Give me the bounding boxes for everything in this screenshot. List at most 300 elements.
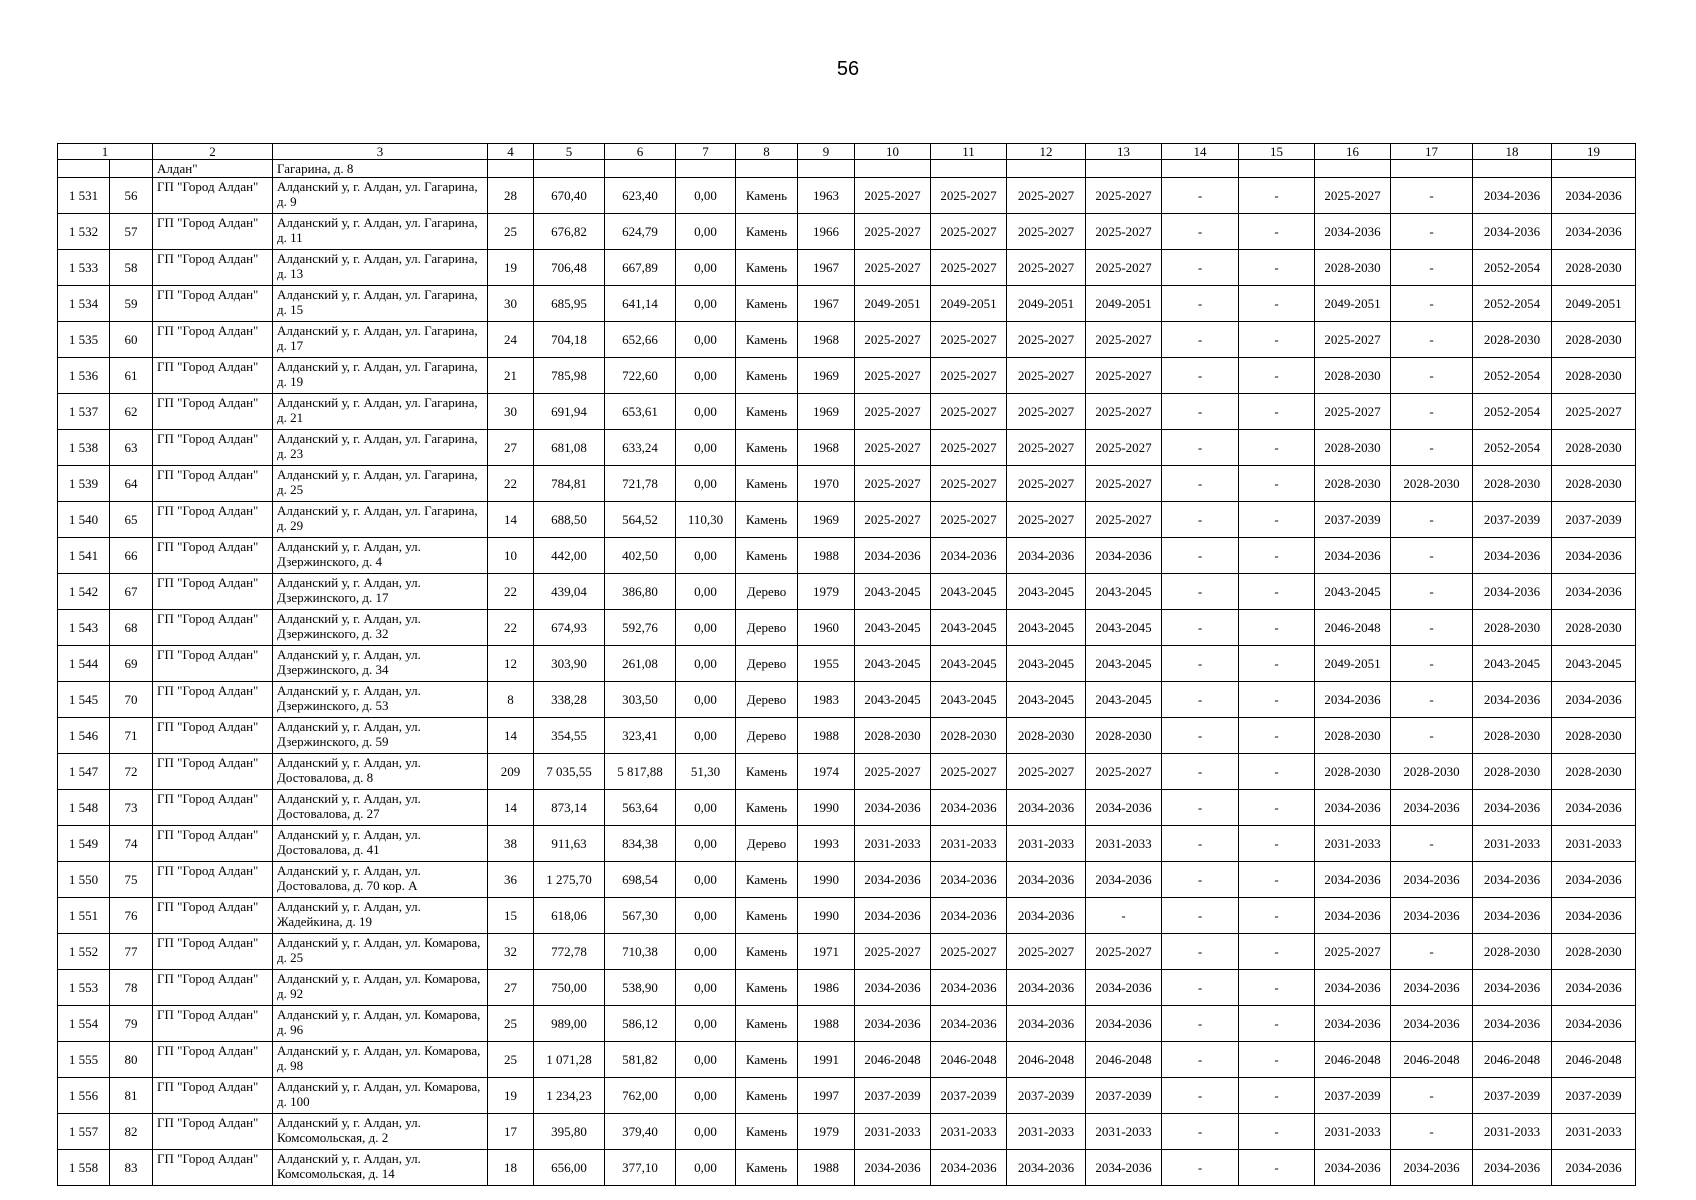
- table-cell: Камень: [736, 430, 798, 466]
- table-cell: -: [1391, 430, 1473, 466]
- row-number-cell: 1 552: [58, 934, 110, 970]
- table-cell: 2034-2036: [1552, 574, 1636, 610]
- sub-number-cell: 78: [110, 970, 153, 1006]
- table-cell: 2025-2027: [855, 466, 931, 502]
- table-cell: -: [1162, 502, 1239, 538]
- table-cell: 2031-2033: [855, 1114, 931, 1150]
- table-cell: 2034-2036: [1473, 538, 1552, 574]
- table-cell: 2046-2048: [1007, 1042, 1086, 1078]
- table-cell: 2034-2036: [931, 898, 1007, 934]
- table-cell: 0,00: [676, 682, 736, 718]
- table-cell: 2034-2036: [1086, 862, 1162, 898]
- table-cell: -: [1391, 286, 1473, 322]
- table-cell: 2025-2027: [1007, 322, 1086, 358]
- column-header: 7: [676, 144, 736, 160]
- table-cell: 2025-2027: [855, 754, 931, 790]
- table-cell: 2049-2051: [1315, 646, 1391, 682]
- table-cell: 706,48: [534, 250, 605, 286]
- table-cell: 2037-2039: [1315, 502, 1391, 538]
- org-cell: ГП "Город Алдан": [153, 466, 273, 502]
- table-cell: Камень: [736, 1006, 798, 1042]
- table-cell: Камень: [736, 862, 798, 898]
- table-cell: -: [1162, 430, 1239, 466]
- table-cell: -: [1162, 466, 1239, 502]
- table-cell: 2034-2036: [1086, 790, 1162, 826]
- table-cell: 1990: [798, 862, 855, 898]
- column-header: 6: [605, 144, 676, 160]
- table-cell: -: [1162, 286, 1239, 322]
- row-number-cell: 1 555: [58, 1042, 110, 1078]
- address-cell: Алданский у, г. Алдан, ул. Гагарина, д. 15: [273, 286, 488, 322]
- table-cell: 2037-2039: [1315, 1078, 1391, 1114]
- table-cell: -: [1162, 790, 1239, 826]
- table-cell: 704,18: [534, 322, 605, 358]
- table-cell: 688,50: [534, 502, 605, 538]
- table-cell: 1970: [798, 466, 855, 502]
- table-cell: 2049-2051: [1086, 286, 1162, 322]
- table-cell: 14: [488, 502, 534, 538]
- table-cell: -: [1239, 1042, 1315, 1078]
- table-cell: 2034-2036: [1552, 790, 1636, 826]
- table-cell: 2034-2036: [1473, 1006, 1552, 1042]
- address-cell: Алданский у, г. Алдан, ул. Достовалова, д. 27: [273, 790, 488, 826]
- row-number-cell: 1 542: [58, 574, 110, 610]
- table-cell: Дерево: [736, 826, 798, 862]
- table-cell: -: [1239, 682, 1315, 718]
- table-cell: 1974: [798, 754, 855, 790]
- sub-number-cell: 75: [110, 862, 153, 898]
- table-cell: Камень: [736, 1114, 798, 1150]
- table-cell: 2043-2045: [931, 682, 1007, 718]
- table-cell: -: [1391, 394, 1473, 430]
- table-cell: -: [1239, 1006, 1315, 1042]
- table-row: [58, 394, 1636, 430]
- table-cell: 2025-2027: [855, 178, 931, 214]
- table-cell: 1 275,70: [534, 862, 605, 898]
- table-cell: 1979: [798, 1114, 855, 1150]
- table-cell: 564,52: [605, 502, 676, 538]
- table-cell: 2034-2036: [1391, 1150, 1473, 1186]
- table-cell: 2034-2036: [1315, 970, 1391, 1006]
- table-cell: 19: [488, 1078, 534, 1114]
- address-cell: Алданский у, г. Алдан, ул. Гагарина, д. 29: [273, 502, 488, 538]
- org-cell: ГП "Город Алдан": [153, 178, 273, 214]
- table-cell: Камень: [736, 466, 798, 502]
- table-cell: 2031-2033: [1007, 826, 1086, 862]
- table-cell: 2034-2036: [931, 862, 1007, 898]
- table-cell: -: [1239, 358, 1315, 394]
- table-cell: 2037-2039: [931, 1078, 1007, 1114]
- table-cell: 2034-2036: [855, 790, 931, 826]
- table-cell: 0,00: [676, 358, 736, 394]
- org-cell: ГП "Город Алдан": [153, 214, 273, 250]
- table-row: [58, 970, 1636, 1006]
- table-cell: -: [1162, 610, 1239, 646]
- table-cell: 28: [488, 178, 534, 214]
- table-row: [58, 718, 1636, 754]
- table-cell: 0,00: [676, 646, 736, 682]
- table-cell: 2043-2045: [855, 646, 931, 682]
- table-cell: -: [1239, 970, 1315, 1006]
- row-number-cell: 1 532: [58, 214, 110, 250]
- org-cell: ГП "Город Алдан": [153, 286, 273, 322]
- table-cell: 2028-2030: [1552, 322, 1636, 358]
- column-header: 2: [153, 144, 273, 160]
- table-cell: 667,89: [605, 250, 676, 286]
- table-cell: 2028-2030: [1473, 754, 1552, 790]
- table-cell: 2031-2033: [931, 1114, 1007, 1150]
- org-cell: ГП "Город Алдан": [153, 502, 273, 538]
- table-cell: 354,55: [534, 718, 605, 754]
- table-cell: [488, 160, 534, 178]
- table-cell: -: [1162, 718, 1239, 754]
- table-cell: 2034-2036: [1473, 862, 1552, 898]
- table-cell: 2025-2027: [855, 502, 931, 538]
- table-cell: 2034-2036: [931, 1006, 1007, 1042]
- table-cell: 623,40: [605, 178, 676, 214]
- sub-number-cell: 64: [110, 466, 153, 502]
- table-cell: [676, 160, 736, 178]
- table-cell: 0,00: [676, 934, 736, 970]
- table-cell: 2028-2030: [1473, 322, 1552, 358]
- address-cell: Алданский у, г. Алдан, ул. Дзержинского, д. 34: [273, 646, 488, 682]
- housing-table: [57, 143, 1636, 1186]
- table-cell: Камень: [736, 754, 798, 790]
- sub-number-cell: 77: [110, 934, 153, 970]
- table-cell: Камень: [736, 250, 798, 286]
- column-header: 12: [1007, 144, 1086, 160]
- table-cell: 2025-2027: [1086, 178, 1162, 214]
- table-cell: Камень: [736, 358, 798, 394]
- table-cell: 2034-2036: [1007, 790, 1086, 826]
- table-cell: 1983: [798, 682, 855, 718]
- table-cell: 2052-2054: [1473, 430, 1552, 466]
- table-cell: 2025-2027: [1086, 934, 1162, 970]
- table-cell: 379,40: [605, 1114, 676, 1150]
- table-cell: 656,00: [534, 1150, 605, 1186]
- table-cell: 12: [488, 646, 534, 682]
- table-cell: 2046-2048: [1315, 1042, 1391, 1078]
- table-cell: -: [1162, 574, 1239, 610]
- table-cell: 1 234,23: [534, 1078, 605, 1114]
- table-cell: 2034-2036: [855, 970, 931, 1006]
- row-number-cell: 1 546: [58, 718, 110, 754]
- table-cell: 2043-2045: [931, 610, 1007, 646]
- row-number-cell: 1 533: [58, 250, 110, 286]
- table-cell: 2034-2036: [1007, 1150, 1086, 1186]
- table-cell: 2043-2045: [931, 574, 1007, 610]
- table-cell: 873,14: [534, 790, 605, 826]
- table-cell: 2034-2036: [1086, 970, 1162, 1006]
- table-cell: 2043-2045: [1086, 610, 1162, 646]
- table-cell: -: [1391, 826, 1473, 862]
- table-cell: 2025-2027: [1086, 466, 1162, 502]
- table-cell: 2043-2045: [1086, 574, 1162, 610]
- org-cell: ГП "Город Алдан": [153, 430, 273, 466]
- table-cell: -: [1391, 646, 1473, 682]
- table-cell: 2025-2027: [1086, 250, 1162, 286]
- table-cell: 2043-2045: [855, 574, 931, 610]
- table-cell: 1969: [798, 394, 855, 430]
- table-cell: 2031-2033: [1473, 826, 1552, 862]
- org-cell: ГП "Город Алдан": [153, 862, 273, 898]
- table-row: [58, 754, 1636, 790]
- table-cell: -: [1239, 322, 1315, 358]
- table-cell: 1 071,28: [534, 1042, 605, 1078]
- table-cell: 2034-2036: [1391, 790, 1473, 826]
- table-cell: 2037-2039: [855, 1078, 931, 1114]
- table-cell: -: [1239, 826, 1315, 862]
- table-cell: 0,00: [676, 898, 736, 934]
- table-cell: 2025-2027: [1086, 358, 1162, 394]
- org-cell: ГП "Город Алдан": [153, 898, 273, 934]
- table-cell: [931, 160, 1007, 178]
- sub-number-cell: 57: [110, 214, 153, 250]
- column-header: 9: [798, 144, 855, 160]
- table-cell: 2034-2036: [1315, 214, 1391, 250]
- table-cell: -: [1391, 322, 1473, 358]
- table-cell: -: [1239, 538, 1315, 574]
- table-cell: 698,54: [605, 862, 676, 898]
- table-cell: 2031-2033: [1315, 826, 1391, 862]
- table-cell: Камень: [736, 934, 798, 970]
- table-cell: 624,79: [605, 214, 676, 250]
- table-cell: [1315, 160, 1391, 178]
- table-cell: 2046-2048: [1086, 1042, 1162, 1078]
- org-cell: ГП "Город Алдан": [153, 790, 273, 826]
- table-cell: 2034-2036: [1552, 214, 1636, 250]
- table-cell: [1162, 160, 1239, 178]
- table-cell: 51,30: [676, 754, 736, 790]
- table-cell: [534, 160, 605, 178]
- org-cell: ГП "Город Алдан": [153, 934, 273, 970]
- address-cell: Алданский у, г. Алдан, ул. Комарова, д. 96: [273, 1006, 488, 1042]
- table-cell: 0,00: [676, 394, 736, 430]
- table-cell: 2031-2033: [1552, 1114, 1636, 1150]
- table-cell: 1963: [798, 178, 855, 214]
- table-cell: 2037-2039: [1552, 502, 1636, 538]
- row-number-cell: 1 541: [58, 538, 110, 574]
- table-cell: -: [1162, 1006, 1239, 1042]
- table-cell: 652,66: [605, 322, 676, 358]
- table-cell: 2025-2027: [931, 934, 1007, 970]
- column-header: 16: [1315, 144, 1391, 160]
- org-cell: ГП "Город Алдан": [153, 250, 273, 286]
- table-cell: 2034-2036: [1007, 898, 1086, 934]
- table-cell: 1971: [798, 934, 855, 970]
- table-cell: 0,00: [676, 1006, 736, 1042]
- table-cell: 2043-2045: [1007, 574, 1086, 610]
- table-cell: 2028-2030: [1315, 430, 1391, 466]
- row-number-cell: 1 539: [58, 466, 110, 502]
- table-cell: 2025-2027: [1007, 502, 1086, 538]
- row-number-cell: 1 535: [58, 322, 110, 358]
- table-cell: 2034-2036: [1473, 682, 1552, 718]
- table-cell: 2028-2030: [1391, 754, 1473, 790]
- table-cell: -: [1239, 574, 1315, 610]
- row-number-cell: 1 547: [58, 754, 110, 790]
- table-cell: -: [1239, 790, 1315, 826]
- table-cell: 2034-2036: [855, 862, 931, 898]
- table-cell: 2034-2036: [1473, 970, 1552, 1006]
- address-cell: Гагарина, д. 8: [273, 160, 488, 178]
- table-cell: 581,82: [605, 1042, 676, 1078]
- table-row: [58, 1042, 1636, 1078]
- table-cell: 2028-2030: [1552, 250, 1636, 286]
- table-cell: 19: [488, 250, 534, 286]
- table-cell: 2034-2036: [1315, 1006, 1391, 1042]
- table-cell: 2034-2036: [1552, 970, 1636, 1006]
- table-cell: 2046-2048: [1552, 1042, 1636, 1078]
- table-cell: 18: [488, 1150, 534, 1186]
- table-cell: 2028-2030: [1086, 718, 1162, 754]
- table-cell: 1968: [798, 322, 855, 358]
- table-cell: 2037-2039: [1086, 1078, 1162, 1114]
- table-cell: 1997: [798, 1078, 855, 1114]
- table-cell: 2037-2039: [1552, 1078, 1636, 1114]
- table-cell: 323,41: [605, 718, 676, 754]
- column-header: 17: [1391, 144, 1473, 160]
- table-cell: -: [1239, 862, 1315, 898]
- org-cell: ГП "Город Алдан": [153, 754, 273, 790]
- table-cell: 633,24: [605, 430, 676, 466]
- row-number-cell: 1 545: [58, 682, 110, 718]
- table-cell: 2031-2033: [931, 826, 1007, 862]
- table-row: [58, 1150, 1636, 1186]
- org-cell: Алдан": [153, 160, 273, 178]
- table-cell: 2034-2036: [1315, 790, 1391, 826]
- table-cell: 2034-2036: [1007, 1006, 1086, 1042]
- table-cell: 15: [488, 898, 534, 934]
- table-cell: [1391, 160, 1473, 178]
- table-cell: Дерево: [736, 682, 798, 718]
- table-cell: 2052-2054: [1473, 358, 1552, 394]
- table-cell: 2043-2045: [931, 646, 1007, 682]
- table-cell: 2049-2051: [931, 286, 1007, 322]
- table-row: [58, 898, 1636, 934]
- table-row: [58, 502, 1636, 538]
- column-header: 11: [931, 144, 1007, 160]
- table-cell: 1991: [798, 1042, 855, 1078]
- table-cell: -: [1391, 934, 1473, 970]
- table-row: [58, 610, 1636, 646]
- table-cell: -: [1239, 178, 1315, 214]
- table-cell: 2025-2027: [855, 934, 931, 970]
- table-cell: Дерево: [736, 646, 798, 682]
- column-header: 18: [1473, 144, 1552, 160]
- table-cell: Камень: [736, 538, 798, 574]
- table-cell: -: [1162, 1042, 1239, 1078]
- table-cell: [1239, 160, 1315, 178]
- table-cell: 24: [488, 322, 534, 358]
- table-cell: 2034-2036: [1391, 862, 1473, 898]
- table-row: [58, 574, 1636, 610]
- table-cell: 2043-2045: [1086, 646, 1162, 682]
- table-cell: 2028-2030: [931, 718, 1007, 754]
- table-cell: 2025-2027: [1086, 394, 1162, 430]
- table-cell: Камень: [736, 1042, 798, 1078]
- address-cell: Алданский у, г. Алдан, ул. Комсомольская, д. 14: [273, 1150, 488, 1186]
- table-cell: 0,00: [676, 538, 736, 574]
- table-cell: -: [1391, 538, 1473, 574]
- table-cell: 2028-2030: [1391, 466, 1473, 502]
- table-cell: 784,81: [534, 466, 605, 502]
- table-cell: -: [1162, 394, 1239, 430]
- org-cell: ГП "Город Алдан": [153, 538, 273, 574]
- table-cell: 2034-2036: [931, 1150, 1007, 1186]
- table-cell: 2034-2036: [1007, 970, 1086, 1006]
- sub-number-cell: 69: [110, 646, 153, 682]
- table-cell: 2028-2030: [1473, 466, 1552, 502]
- table-cell: 2034-2036: [1473, 178, 1552, 214]
- table-cell: -: [1391, 1114, 1473, 1150]
- table-cell: 2046-2048: [931, 1042, 1007, 1078]
- table-cell: -: [1162, 178, 1239, 214]
- table-cell: 0,00: [676, 286, 736, 322]
- table-cell: -: [1162, 934, 1239, 970]
- org-cell: ГП "Город Алдан": [153, 574, 273, 610]
- org-cell: ГП "Город Алдан": [153, 610, 273, 646]
- sub-number-cell: 62: [110, 394, 153, 430]
- table-cell: 2049-2051: [1552, 286, 1636, 322]
- table-cell: 2034-2036: [1315, 1150, 1391, 1186]
- table-cell: 2025-2027: [1007, 394, 1086, 430]
- table-cell: 2025-2027: [855, 358, 931, 394]
- org-cell: ГП "Город Алдан": [153, 718, 273, 754]
- table-cell: 641,14: [605, 286, 676, 322]
- table-cell: 2043-2045: [855, 682, 931, 718]
- table-cell: 2028-2030: [1552, 610, 1636, 646]
- table-cell: -: [1391, 682, 1473, 718]
- table-cell: 2025-2027: [1315, 322, 1391, 358]
- table-row: [58, 1006, 1636, 1042]
- table-cell: 2028-2030: [1473, 610, 1552, 646]
- table-cell: 989,00: [534, 1006, 605, 1042]
- table-cell: -: [1239, 1114, 1315, 1150]
- table-cell: 0,00: [676, 574, 736, 610]
- org-cell: ГП "Город Алдан": [153, 322, 273, 358]
- table-cell: 2052-2054: [1473, 250, 1552, 286]
- sub-number-cell: 63: [110, 430, 153, 466]
- table-cell: 2028-2030: [1007, 718, 1086, 754]
- table-cell: 681,08: [534, 430, 605, 466]
- table-cell: 2034-2036: [1007, 538, 1086, 574]
- table-cell: 2049-2051: [1007, 286, 1086, 322]
- table-cell: 710,38: [605, 934, 676, 970]
- table-cell: 1955: [798, 646, 855, 682]
- table-cell: 261,08: [605, 646, 676, 682]
- table-cell: Камень: [736, 970, 798, 1006]
- table-cell: -: [1391, 178, 1473, 214]
- table-cell: Камень: [736, 286, 798, 322]
- table-cell: 2025-2027: [1007, 250, 1086, 286]
- row-number-cell: 1 544: [58, 646, 110, 682]
- address-cell: Алданский у, г. Алдан, ул. Комарова, д. 100: [273, 1078, 488, 1114]
- address-cell: Алданский у, г. Алдан, ул. Комарова, д. 25: [273, 934, 488, 970]
- address-cell: Алданский у, г. Алдан, ул. Комсомольская, д. 2: [273, 1114, 488, 1150]
- table-cell: 2025-2027: [931, 322, 1007, 358]
- table-cell: 2025-2027: [855, 250, 931, 286]
- table-cell: 30: [488, 394, 534, 430]
- table-cell: 25: [488, 214, 534, 250]
- table-cell: -: [1162, 1114, 1239, 1150]
- table-cell: -: [1239, 934, 1315, 970]
- table-cell: 2034-2036: [1086, 1150, 1162, 1186]
- table-cell: -: [1391, 718, 1473, 754]
- table-cell: 2031-2033: [1086, 826, 1162, 862]
- table-cell: 395,80: [534, 1114, 605, 1150]
- table-cell: 0,00: [676, 718, 736, 754]
